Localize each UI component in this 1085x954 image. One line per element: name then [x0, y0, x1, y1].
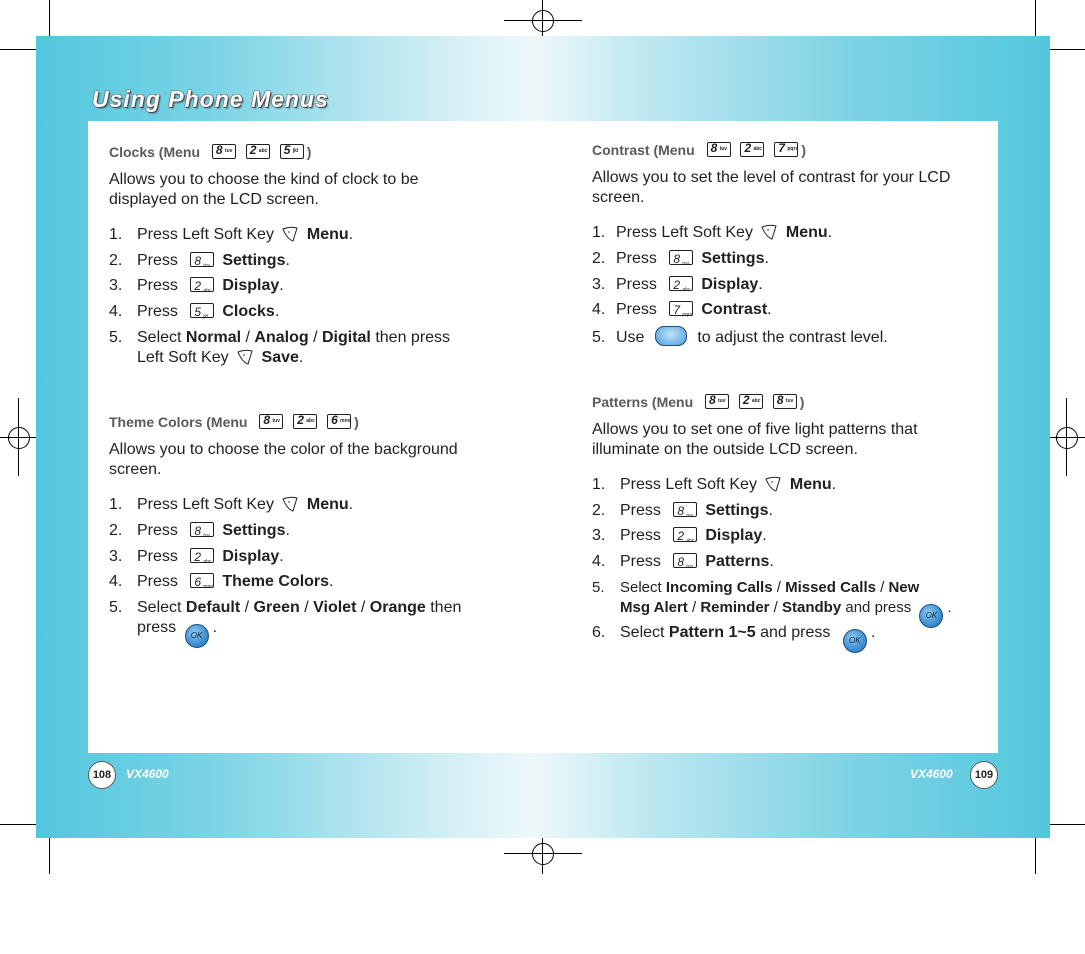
key-2-icon: 2 abc [739, 394, 763, 409]
contrast-step-1: 1. Press Left Soft Key Menu. [592, 224, 833, 241]
clocks-step-2: 2. Press 8 tuv Settings. [109, 252, 290, 269]
clocks-step-5: 5. Select Normal / Analog / Digital then press [109, 329, 451, 346]
clocks-step-1: 1. Press Left Soft Key Menu. [109, 226, 354, 243]
left-soft-key-icon [281, 495, 299, 513]
ok-button-icon: OK [919, 604, 943, 628]
contrast-step-5: 5. Use to adjust the contrast level. [592, 326, 888, 348]
crop-mark [1050, 824, 1085, 825]
patterns-step-6: 6. Select Pattern 1~5 and press OK . [592, 623, 875, 653]
contrast-description: Allows you to set the level of contrast for your LCD screen. [592, 169, 951, 206]
key-7-icon: 7 pqrs [669, 301, 693, 316]
key-5-icon: 5 jkl [190, 303, 214, 318]
theme-colors-heading: Theme Colors (Menu 8 tuv 2 abc 6 mno ) [109, 413, 359, 430]
clocks-step-3: 3. Press 2 abc Display. [109, 277, 284, 294]
crop-mark [0, 824, 36, 825]
theme-step-3: 3. Press 2 abc Display. [109, 548, 284, 565]
contrast-step-2: 2. Press 8 tuv Settings. [592, 250, 769, 267]
key-8-icon: 8 tuv [212, 144, 236, 159]
navigation-key-icon [655, 326, 687, 346]
key-7-icon: 7 pqrs [774, 142, 798, 157]
left-soft-key-icon [764, 475, 782, 493]
patterns-step-2: 2. Press 8 tuv Settings. [592, 502, 773, 519]
patterns-step-5: 5. Select Incoming Calls / Missed Calls / New [592, 579, 920, 596]
theme-step-4: 4. Press 6 mno Theme Colors. [109, 573, 334, 590]
crop-mark [1035, 0, 1036, 36]
key-2-icon: 2 abc [190, 277, 214, 292]
left-soft-key-icon [236, 348, 254, 366]
key-6-icon: 6 mno [190, 573, 214, 588]
contrast-heading: Contrast (Menu 8 tuv 2 abc 7 pqrs ) [592, 141, 807, 158]
theme-step-2: 2. Press 8 tuv Settings. [109, 522, 290, 539]
clocks-step-4: 4. Press 5 jkl Clocks. [109, 303, 280, 320]
crop-mark [0, 49, 36, 50]
theme-step-1: 1. Press Left Soft Key Menu. [109, 496, 354, 513]
crop-mark [1050, 49, 1085, 50]
patterns-heading: Patterns (Menu 8 tuv 2 abc 8 tuv ) [592, 393, 805, 410]
key-8-icon: 8 tuv [705, 394, 729, 409]
key-8-icon: 8 tuv [773, 394, 797, 409]
key-8-icon: 8 tuv [259, 414, 283, 429]
patterns-step-5-continued: Msg Alert / Reminder / Standby and press OK . [620, 598, 952, 628]
key-8-icon: 8 tuv [190, 252, 214, 267]
key-8-icon: 8 tuv [190, 522, 214, 537]
key-2-icon: 2 abc [246, 144, 270, 159]
contrast-step-4: 4. Press 7 pqrs Contrast. [592, 301, 772, 318]
clocks-step-5-continued: Left Soft Key Save. [137, 349, 304, 366]
key-8-icon: 8 tuv [673, 502, 697, 517]
patterns-step-3: 3. Press 2 abc Display. [592, 527, 767, 544]
model-name-left: VX4600 [126, 767, 169, 781]
key-2-icon: 2 abc [740, 142, 764, 157]
key-8-icon: 8 tuv [673, 553, 697, 568]
key-8-icon: 8 tuv [669, 250, 693, 265]
left-soft-key-icon [281, 225, 299, 243]
ok-button-icon: OK [185, 624, 209, 648]
patterns-step-1: 1. Press Left Soft Key Menu. [592, 476, 837, 493]
ok-button-icon: OK [843, 629, 867, 653]
patterns-step-4: 4. Press 8 tuv Patterns. [592, 553, 774, 570]
model-name-right: VX4600 [910, 767, 953, 781]
theme-step-5-continued: press OK . [137, 618, 217, 648]
crop-mark [49, 838, 50, 874]
clocks-description: Allows you to choose the kind of clock to be displayed on the LCD screen. [109, 171, 419, 208]
key-2-icon: 2 abc [293, 414, 317, 429]
key-8-icon: 8 tuv [707, 142, 731, 157]
key-5-icon: 5 jkl [280, 144, 304, 159]
crop-mark [1035, 838, 1036, 874]
left-soft-key-icon [760, 223, 778, 241]
key-2-icon: 2 abc [673, 527, 697, 542]
page-title: Using Phone Menus [92, 86, 329, 112]
page-number-left: 108 [88, 761, 116, 789]
crop-mark [49, 0, 50, 36]
patterns-description: Allows you to set one of five light patterns that illuminate on the outside LCD screen. [592, 421, 918, 458]
key-6-icon: 6 mno [327, 414, 351, 429]
key-2-icon: 2 abc [190, 548, 214, 563]
contrast-step-3: 3. Press 2 abc Display. [592, 276, 763, 293]
key-2-icon: 2 abc [669, 276, 693, 291]
clocks-heading: Clocks (Menu 8 tuv 2 abc 5 jkl ) [109, 143, 312, 160]
theme-colors-description: Allows you to choose the color of the background screen. [109, 441, 458, 478]
theme-step-5: 5. Select Default / Green / Violet / Orange then [109, 599, 462, 616]
page-number-right: 109 [970, 761, 998, 789]
